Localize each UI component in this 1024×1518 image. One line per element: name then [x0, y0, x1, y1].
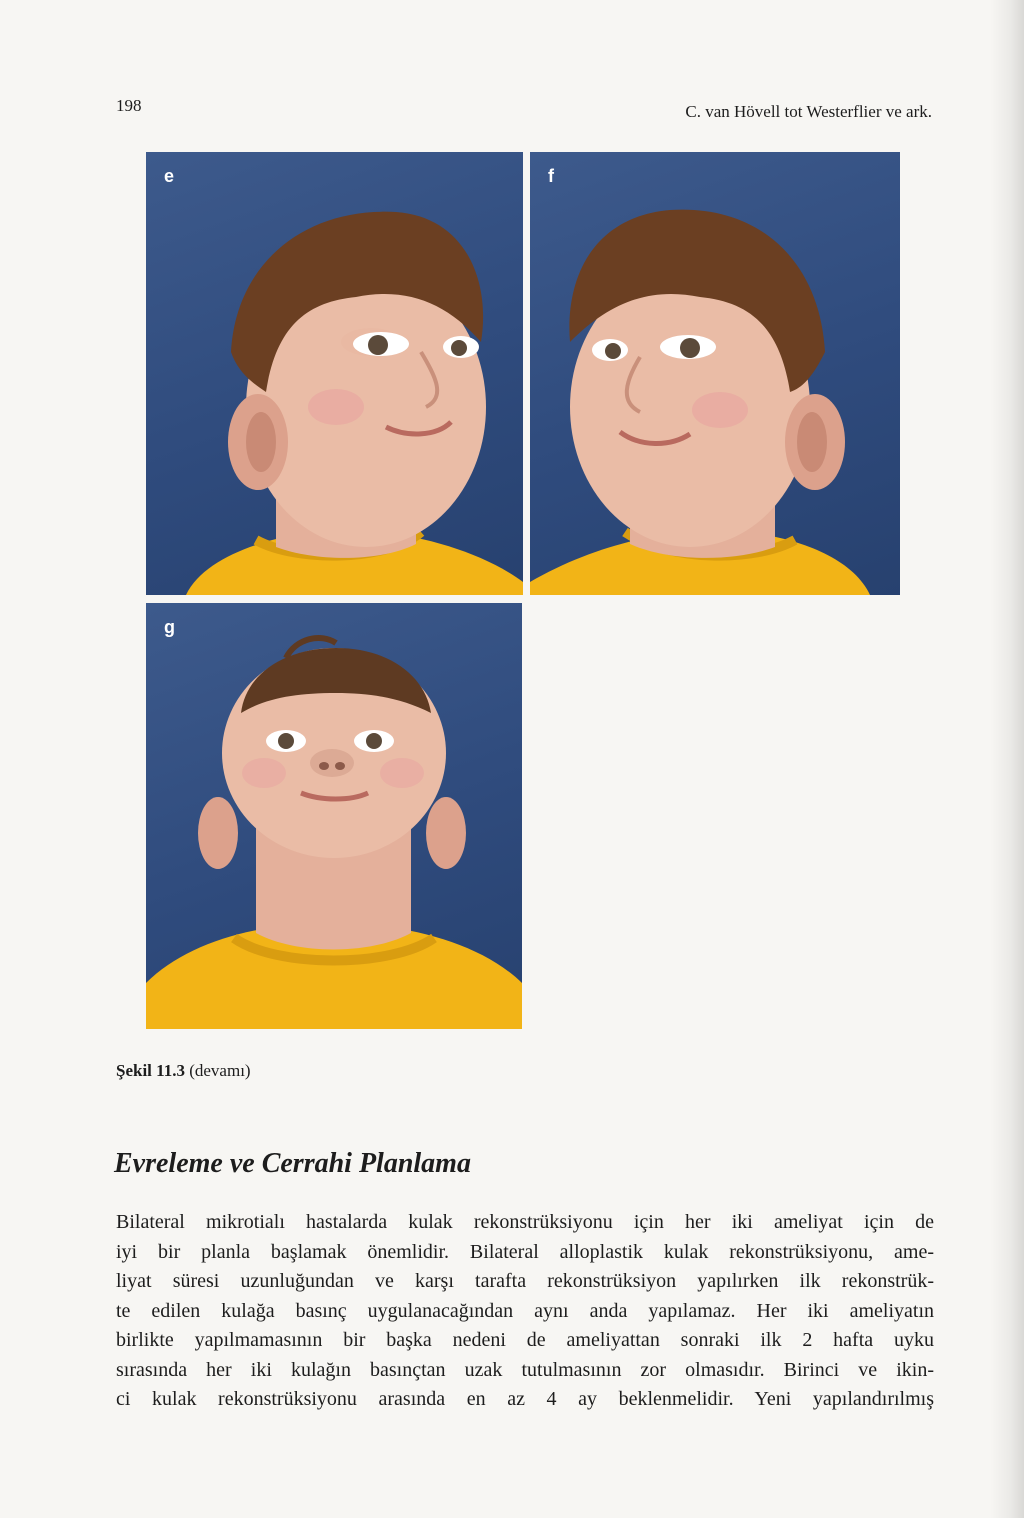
body-line: te edilen kulağa basınç uygulanacağından aynı anda yapılamaz. Her iki ameliyatın	[116, 1299, 934, 1322]
body-line: birlikte yapılmamasının bir başka nedeni de ameliyattan sonraki ilk 2 hafta uyku	[116, 1329, 934, 1351]
panel-letter-f: f	[548, 166, 554, 186]
child-face-upward-view-icon	[146, 603, 522, 1029]
figure-caption	[116, 1061, 251, 1081]
figure-panel-f	[530, 152, 900, 595]
body-line: liyat süresi uzunluğundan ve karşı tarafta rekonstrüksiyon yapılırken ilk rekonstrük-	[116, 1270, 934, 1292]
body-line: iyi bir planla başlamak önemlidir. Bilateral alloplastik kulak rekonstrüksiyonu, ame-	[116, 1240, 934, 1263]
figure-panel-g	[146, 603, 522, 1029]
page-gutter-shadow	[990, 0, 1024, 1518]
panel-letter-e: e	[164, 166, 175, 186]
section-heading: Evreleme ve Cerrahi Planlama	[114, 1148, 471, 1179]
figure-caption-text: (devamı)	[189, 1061, 251, 1080]
body-line: ci kulak rekonstrüksiyonu arasında en az 4 ay beklenmelidir. Yeni yapılandırılmış	[116, 1388, 934, 1410]
child-face-left-profile-icon	[530, 152, 900, 595]
figure-panel-e	[146, 152, 523, 595]
page-number: 198	[116, 96, 142, 115]
body-paragraph	[116, 1208, 934, 1415]
child-face-right-profile-icon	[146, 152, 523, 595]
running-head: C. van Hövell tot Westerflier ve ark.	[685, 102, 932, 121]
body-line: Bilateral mikrotialı hastalarda kulak rekonstrüksiyonu için her iki ameliyat için de	[116, 1211, 934, 1233]
panel-letter-g: g	[164, 617, 175, 637]
figure-caption-label: Şekil 11.3	[116, 1061, 185, 1080]
body-line: sırasında her iki kulağın basınçtan uzak tutulmasının zor olmasıdır. Birinci ve ikin-	[116, 1358, 934, 1381]
